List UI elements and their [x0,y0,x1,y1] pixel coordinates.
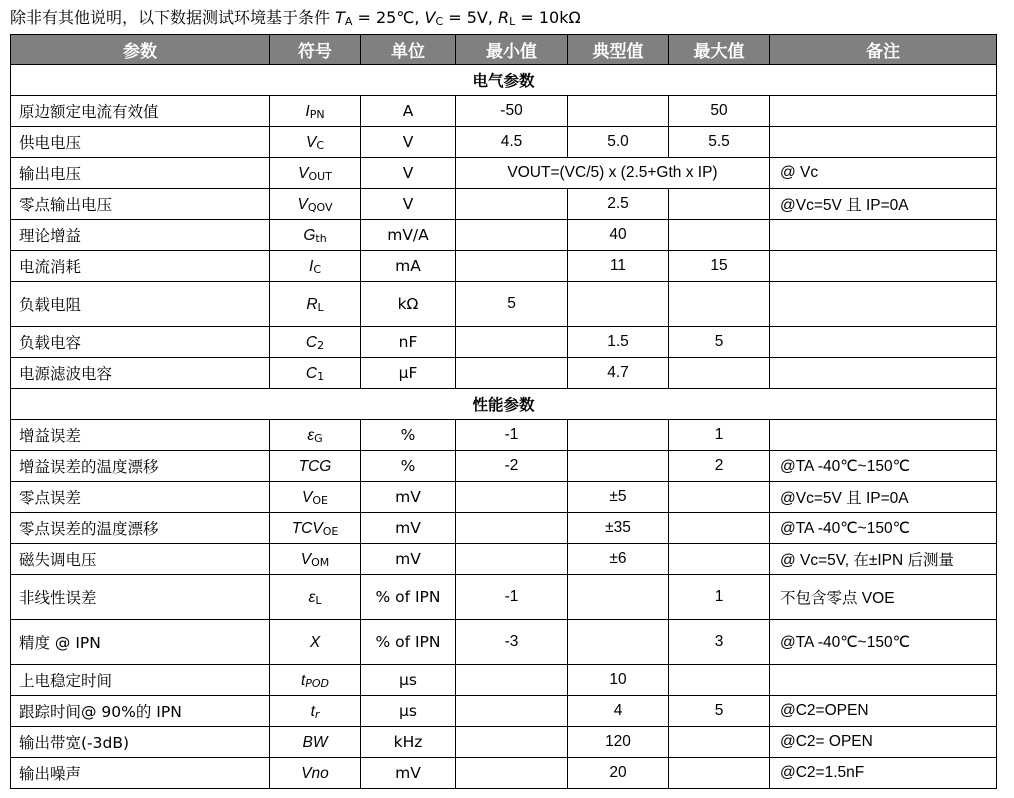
max-cell: 1 [669,420,770,451]
typ-cell: 40 [568,220,669,251]
max-cell: 15 [669,251,770,282]
symbol-main: V [302,488,313,506]
symbol-main: V [298,164,309,182]
min-cell [456,544,568,575]
symbol-main: G [303,226,316,244]
symbol-sub: 1 [317,369,325,383]
unit-cell: mV [361,544,456,575]
note-cell: @TA -40℃~150℃ [770,451,997,482]
max-cell [669,758,770,789]
param-cell: 输出带宽(-3dB) [11,727,270,758]
min-cell [456,220,568,251]
min-cell: -2 [456,451,568,482]
unit-cell: μF [361,358,456,389]
symbol-main: ε [308,588,316,606]
formula-cell: VOUT=(VC/5) x (2.5+Gth x IP) [456,158,770,189]
caption-vc-value: = 5V, [443,8,498,27]
typ-cell: ±6 [568,544,669,575]
max-cell: 1 [669,575,770,620]
param-cell: 理论增益 [11,220,270,251]
caption-rl-value: = 10kΩ [515,8,581,27]
section-row-performance [11,389,997,420]
note-cell [770,665,997,696]
typ-cell: 2.5 [568,189,669,220]
min-cell [456,727,568,758]
section-title-electrical: 电气参数 [11,65,997,96]
symbol-main: V [305,133,317,151]
symbol-sub: C [313,262,321,276]
min-cell [456,251,568,282]
header-min: 最小值 [456,35,568,65]
param-cell: 电源滤波电容 [11,358,270,389]
typ-cell: 10 [568,665,669,696]
symbol-cell [270,575,361,620]
table-row [11,575,997,620]
max-cell: 5 [669,327,770,358]
max-cell: 3 [669,620,770,665]
symbol-main: I [309,257,314,275]
table-row [11,327,997,358]
note-cell [770,251,997,282]
header-typ: 典型值 [568,35,669,65]
max-cell [669,727,770,758]
table-row [11,282,997,327]
symbol-sub: th [315,231,327,245]
symbol-main: Vno [301,764,329,782]
symbol-sub: OUT [308,169,332,183]
table-row [11,189,997,220]
note-cell: @Vc=5V 且 IP=0A [770,189,997,220]
typ-cell: ±35 [568,513,669,544]
note-cell [770,96,997,127]
unit-cell: % [361,420,456,451]
symbol-main: V [297,195,308,213]
typ-cell: 20 [568,758,669,789]
caption-rl-symbol: R [498,8,510,27]
symbol-main: ε [307,426,315,444]
symbol-main: C [305,364,318,382]
max-cell [669,189,770,220]
typ-cell: 11 [568,251,669,282]
typ-cell: 4 [568,696,669,727]
param-cell: 跟踪时间@ 90%的 IPN [11,696,270,727]
min-cell [456,358,568,389]
param-cell: 输出噪声 [11,758,270,789]
note-cell [770,358,997,389]
symbol-main: C [305,333,318,351]
caption-ta-value: = 25℃, [352,8,425,27]
unit-cell: mA [361,251,456,282]
table-row [11,544,997,575]
table-row [11,251,997,282]
note-cell [770,220,997,251]
note-cell: @ Vc [770,158,997,189]
min-cell: -1 [456,420,568,451]
unit-cell: % [361,451,456,482]
typ-cell: 5.0 [568,127,669,158]
symbol-main: R [306,295,318,313]
unit-cell: A [361,96,456,127]
table-row [11,220,997,251]
symbol-cell [270,451,361,482]
symbol-main: BW [302,733,328,751]
min-cell [456,513,568,544]
param-cell: 增益误差 [11,420,270,451]
typ-cell: 120 [568,727,669,758]
spec-body [11,65,997,789]
symbol-sub: OE [312,493,328,507]
section-row-electrical [11,65,997,96]
caption-vc-sub: C [435,15,444,28]
param-cell: 输出电压 [11,158,270,189]
unit-cell: mV/A [361,220,456,251]
symbol-main: V [300,550,312,568]
table-row [11,158,997,189]
symbol-cell [270,327,361,358]
symbol-cell [270,282,361,327]
symbol-cell [270,251,361,282]
spec-table [10,34,997,789]
table-row [11,758,997,789]
header-param: 参数 [11,35,270,65]
min-cell: 5 [456,282,568,327]
symbol-cell [270,696,361,727]
symbol-cell [270,189,361,220]
symbol-cell [270,513,361,544]
symbol-sub: L [315,593,322,607]
symbol-sub: POD [305,676,330,690]
param-cell: 零点误差的温度漂移 [11,513,270,544]
unit-cell: kHz [361,727,456,758]
param-cell: 负载电容 [11,327,270,358]
unit-cell: nF [361,327,456,358]
symbol-sub: OM [311,555,330,569]
max-cell [669,282,770,327]
param-cell: 上电稳定时间 [11,665,270,696]
table-row [11,127,997,158]
min-cell: -3 [456,620,568,665]
table-row [11,696,997,727]
max-cell: 50 [669,96,770,127]
max-cell [669,482,770,513]
max-cell [669,220,770,251]
symbol-cell [270,727,361,758]
unit-cell: kΩ [361,282,456,327]
symbol-cell [270,482,361,513]
note-cell [770,327,997,358]
caption-ta-sub: A [344,15,353,28]
unit-cell: mV [361,482,456,513]
caption-rl-sub: L [509,15,516,28]
note-cell: @ Vc=5V, 在±IPN 后测量 [770,544,997,575]
note-cell: @TA -40℃~150℃ [770,513,997,544]
unit-cell: % of IPN [361,575,456,620]
note-cell [770,420,997,451]
typ-cell [568,282,669,327]
symbol-cell [270,420,361,451]
symbol-cell [270,358,361,389]
table-row [11,620,997,665]
note-cell [770,282,997,327]
param-cell: 负载电阻 [11,282,270,327]
table-row [11,482,997,513]
typ-cell: 1.5 [568,327,669,358]
symbol-sub: QOV [307,200,333,214]
param-cell: 零点输出电压 [11,189,270,220]
min-cell [456,189,568,220]
typ-cell: 4.7 [568,358,669,389]
max-cell [669,665,770,696]
min-cell: -1 [456,575,568,620]
note-cell: @TA -40℃~150℃ [770,620,997,665]
symbol-main: TCV [291,519,323,537]
max-cell [669,544,770,575]
table-row [11,727,997,758]
note-cell: @C2=1.5nF [770,758,997,789]
param-cell: 增益误差的温度漂移 [11,451,270,482]
min-cell [456,665,568,696]
note-cell: 不包含零点 VOE [770,575,997,620]
note-cell: @Vc=5V 且 IP=0A [770,482,997,513]
max-cell [669,513,770,544]
test-conditions-caption [10,6,581,30]
min-cell [456,327,568,358]
symbol-sub: r [314,707,320,721]
symbol-cell [270,220,361,251]
header-max: 最大值 [669,35,770,65]
note-cell [770,127,997,158]
unit-cell: mV [361,513,456,544]
min-cell [456,482,568,513]
symbol-sub: PN [309,107,325,121]
section-title-performance: 性能参数 [11,389,997,420]
unit-cell: mV [361,758,456,789]
symbol-cell [270,620,361,665]
param-cell: 零点误差 [11,482,270,513]
table-row [11,420,997,451]
caption-vc-symbol: V [424,8,436,27]
symbol-main: t [300,671,306,689]
unit-cell: V [361,158,456,189]
param-cell: 电流消耗 [11,251,270,282]
typ-cell: ±5 [568,482,669,513]
symbol-sub: C [316,138,325,152]
table-row [11,665,997,696]
typ-cell [568,96,669,127]
param-cell: 原边额定电流有效值 [11,96,270,127]
symbol-cell [270,96,361,127]
typ-cell [568,620,669,665]
unit-cell: V [361,127,456,158]
note-cell: @C2= OPEN [770,727,997,758]
max-cell: 2 [669,451,770,482]
param-cell: 供电电压 [11,127,270,158]
table-row [11,358,997,389]
max-cell: 5.5 [669,127,770,158]
symbol-main: X [309,633,321,651]
unit-cell: % of IPN [361,620,456,665]
symbol-main: TCG [298,457,332,475]
param-cell: 非线性误差 [11,575,270,620]
min-cell [456,696,568,727]
symbol-main: t [310,702,315,720]
symbol-cell [270,544,361,575]
symbol-sub: L [317,300,324,314]
caption-prefix: 除非有其他说明，以下数据测试环境基于条件 [10,8,336,27]
unit-cell: μs [361,665,456,696]
typ-cell [568,451,669,482]
caption-ta-symbol: T [335,8,345,27]
symbol-cell [270,665,361,696]
header-unit: 单位 [361,35,456,65]
unit-cell: μs [361,696,456,727]
symbol-cell [270,758,361,789]
symbol-sub: OE [322,524,339,538]
typ-cell [568,420,669,451]
symbol-cell [270,158,361,189]
max-cell: 5 [669,696,770,727]
note-cell: @C2=OPEN [770,696,997,727]
symbol-sub: 2 [317,338,325,352]
min-cell: 4.5 [456,127,568,158]
symbol-sub: G [314,431,323,445]
symbol-main: I [305,102,310,120]
header-row [11,35,997,65]
table-row [11,96,997,127]
unit-cell: V [361,189,456,220]
table-row [11,513,997,544]
table-row [11,451,997,482]
param-cell: 磁失调电压 [11,544,270,575]
min-cell [456,758,568,789]
typ-cell [568,575,669,620]
header-note: 备注 [770,35,997,65]
param-cell: 精度 @ IPN [11,620,270,665]
max-cell [669,358,770,389]
min-cell: -50 [456,96,568,127]
symbol-cell [270,127,361,158]
header-symbol: 符号 [270,35,361,65]
